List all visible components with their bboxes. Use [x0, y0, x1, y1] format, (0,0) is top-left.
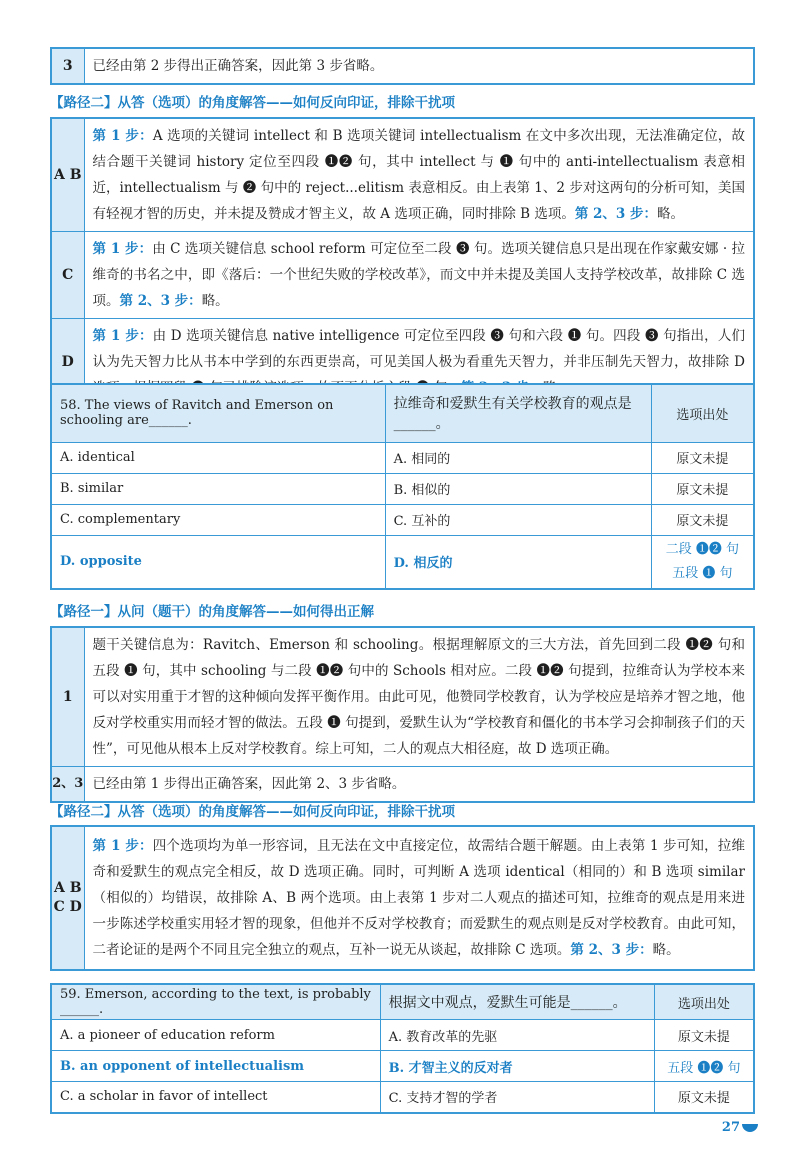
route2-heading-q57: 【路径二】从答（选项）的角度解答——如何反向印证，排除干扰项	[50, 95, 455, 111]
analysis-text: 由 D 选项关键信息 native intelligence 可定位至四段 ❸ 句和六段 ❶ 句。四段 ❸ 句指出，人们认为先天智力比从书本中学到的东西更崇高，可见美国人极为看重先天智力，并非压制先天智力，故排除 D	[92, 328, 745, 370]
step23-tag: 第 2、3 步：	[570, 942, 653, 958]
option-label-abcd: A B C D	[51, 826, 84, 970]
option-ab-analysis	[84, 118, 754, 232]
option-zh: A. 相同的	[385, 442, 651, 473]
q58-path2-table	[50, 825, 755, 971]
q59-options-table	[50, 983, 755, 1114]
answer-option-zh: D. 相反的	[385, 535, 651, 589]
step23-tag: 第 2、3 步：	[574, 206, 658, 222]
option-en: A. a pioneer of education reform	[51, 1020, 380, 1051]
q59-question-en: 59. Emerson, according to the text, is probably ______.	[51, 984, 380, 1020]
option-source: 原文未提	[651, 504, 754, 535]
option-source: 原文未提	[654, 1082, 754, 1113]
option-zh: A. 教育改革的先驱	[380, 1020, 654, 1051]
q58-question-zh: 拉维奇和爱默生有关学校教育的观点是______。	[385, 384, 651, 442]
step-text: 已经由第 1 步得出正确答案，因此第 2、3 步省略。	[84, 767, 754, 803]
q59-question-zh: 根据文中观点，爱默生可能是______。	[380, 984, 654, 1020]
source-header: 选项出处	[654, 984, 754, 1020]
answer-option-zh: B. 才智主义的反对者	[380, 1051, 654, 1082]
step1-tag: 第 1 步：	[92, 838, 153, 854]
answer-option-en: B. an opponent of intellectualism	[51, 1051, 380, 1082]
route1-heading-q58: 【路径一】从问（题干）的角度解答——如何得出正解	[50, 604, 374, 620]
option-en: C. complementary	[51, 504, 385, 535]
option-source: 原文未提	[651, 442, 754, 473]
route2-heading-q58: 【路径二】从答（选项）的角度解答——如何反向印证，排除干扰项	[50, 804, 455, 820]
option-zh: C. 互补的	[385, 504, 651, 535]
option-label-ab: A B	[51, 118, 84, 232]
option-label-d: D	[51, 319, 84, 407]
answer-option-source: 二段 ❶❷ 句 五段 ❶ 句	[651, 535, 754, 589]
option-c-analysis	[84, 232, 754, 319]
option-en: A. identical	[51, 442, 385, 473]
option-en: C. a scholar in favor of intellect	[51, 1082, 380, 1113]
option-zh: C. 支持才智的学者	[380, 1082, 654, 1113]
option-abcd-analysis	[84, 826, 754, 970]
step-label: 3	[51, 48, 84, 84]
step-text: 已经由第 2 步得出正确答案，因此第 3 步省略。	[84, 48, 754, 84]
option-source: 原文未提	[654, 1020, 754, 1051]
option-en: B. similar	[51, 473, 385, 504]
answer-option-source: 五段 ❶❷ 句	[654, 1051, 754, 1082]
omitted-text: 略。	[652, 942, 680, 958]
q58-path1-table	[50, 626, 755, 803]
q58-options-table	[50, 383, 755, 590]
option-source: 原文未提	[651, 473, 754, 504]
page-number-text: 27	[721, 1120, 740, 1135]
analysis-text: 四个选项均为单一形容词，且无法在文中直接定位，故需结合题干解题。由上表第 1 步可知，拉维奇和爱默生的观点完全相反，故 D 选项正确。同时，可判断 A 选项 identical（相同的）和 B 选项 similar（相似的）均错误，故排除 A、B 两个选项。由上表第 1 步对二人观点的描述可知，拉维奇的观点是用来进一步陈述学校重实用轻才智的现象，但他并不反对学校教育；而爱默生的观点则是反对学校教育。由此可知，二者论证的是两个不同且完全独立的观点，互补一说无从谈起，故排除 C 选项。	[92, 838, 745, 958]
analysis-text: 由 C 选项关键信息 school reform 可定位至二段 ❸ 句。选项关键信息只是出现在作家戴安娜 · 拉维奇的书名之中，即《落后：一个世纪失败的学校改革》，而文中并未提及美国人支持学校改革，故排除 C 选项。	[92, 241, 745, 309]
step23-tag: 第 2、3 步：	[119, 293, 202, 309]
step-label: 2、3	[51, 767, 84, 803]
omitted-text: 略。	[201, 293, 229, 309]
analysis-text: A 选项的关键词 intellect 和 B 选项关键词 intellectualism 在文中多次出现，无法准确定位，故结合题干关键词 history 定位至四段 ❶❷ 句，其中 intellect 与 ❶ 句中的 anti-intellectualism 表意相近，intellectualism 与 ❷ 句中的 reject...elitism 表意相反。由上表第 1、2 步对这两句的分析可知，美国有轻视才智的历史，并未提及赞成才智主义，故 A 选项正确，同时排除 B 选项。	[92, 128, 745, 222]
option-label-c: C	[51, 232, 84, 319]
answer-option-en: D. opposite	[51, 535, 385, 589]
step-label: 1	[51, 627, 84, 767]
step-text: 题干关键信息为：Ravitch、Emerson 和 schooling。根据理解原文的三大方法，首先回到二段 ❶❷ 句和五段 ❶ 句，其中 schooling 与二段 ❶❷ 句中的 Schools 相对应。二段 ❶❷ 句提到，拉维奇认为学校本来可以对实用重于才智的这种倾向发挥平衡作用。由此可见，他赞同学校教育，认为学校应是培养才智之地，他反对学校重实用而轻才智的做法。五段 ❶ 句提到，爱默生认为“学校教育和僵化的书本学习会抑制孩子们的天性”，可见他从根本上反对学校教育。综上可知，二人的观点大相径庭，故 D 选项正确。	[84, 627, 754, 767]
q57-path1-step3-table	[50, 47, 755, 85]
omitted-text: 略。	[657, 206, 685, 222]
source-header: 选项出处	[651, 384, 754, 442]
step1-tag: 第 1 步：	[92, 328, 153, 344]
q58-question-en: 58. The views of Ravitch and Emerson on schooling are______.	[51, 384, 385, 442]
q57-path2-table	[50, 117, 755, 407]
step1-tag: 第 1 步：	[92, 241, 153, 257]
page-number	[722, 1120, 758, 1135]
option-zh: B. 相似的	[385, 473, 651, 504]
graduation-cap-icon	[742, 1124, 758, 1132]
step1-tag: 第 1 步：	[92, 128, 153, 144]
